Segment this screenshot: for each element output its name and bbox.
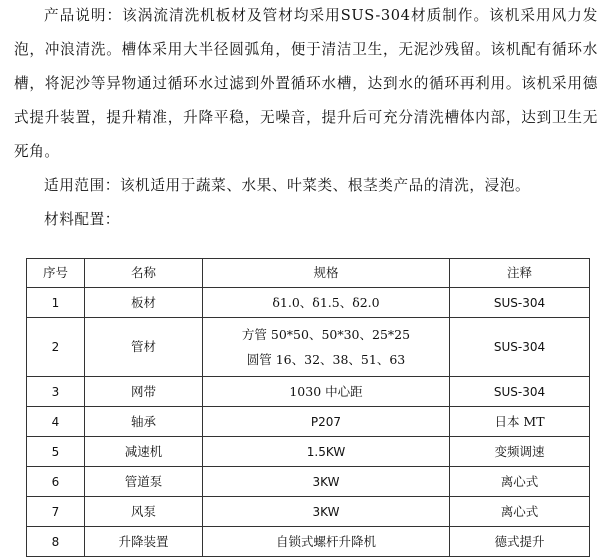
row-name: 轴承	[85, 407, 203, 437]
row-note: 德式提升	[450, 527, 590, 557]
table-header-row	[27, 259, 590, 288]
row-note: SUS-304	[450, 288, 590, 318]
row-spec: 1030 中心距	[203, 377, 450, 407]
materials-title: 材料配置：	[44, 211, 120, 228]
table-row	[27, 407, 590, 437]
row-note: 变频调速	[450, 437, 590, 467]
application-scope: 适用范围：该机适用于蔬菜、水果、叶菜类、根茎类产品的清洗，浸泡。	[44, 177, 531, 194]
row-note: 日本 MT	[450, 407, 590, 437]
row-spec: 3KW	[203, 497, 450, 527]
row-no: 3	[27, 377, 85, 407]
row-no: 2	[27, 318, 85, 377]
row-name: 升降装置	[85, 527, 203, 557]
row-name: 网带	[85, 377, 203, 407]
table-row	[27, 318, 590, 377]
row-name: 板材	[85, 288, 203, 318]
row-spec: 自锁式螺杆升降机	[203, 527, 450, 557]
row-spec	[203, 318, 450, 377]
row-no: 6	[27, 467, 85, 497]
table-row	[27, 497, 590, 527]
table-row	[27, 377, 590, 407]
row-name: 减速机	[85, 437, 203, 467]
row-no: 1	[27, 288, 85, 318]
row-spec: 1.5KW	[203, 437, 450, 467]
table-row	[27, 527, 590, 557]
row-note: 离心式	[450, 497, 590, 527]
product-description: 产品说明：该涡流清洗机板材及管材均采用SUS-304材质制作。该机采用风力发泡，冲浪清洗。槽体采用大半径圆弧角，便于清洁卫生，无泥沙残留。该机配有循环水槽，将泥沙等异物通过循环水过滤到外置循环水槽，达到水的循环再利用。该机采用德式提升装置，提升精准，升降平稳，无噪音，提升后可充分清洗槽体内部，达到卫生无死角。	[14, 7, 598, 160]
row-no: 7	[27, 497, 85, 527]
row-no: 4	[27, 407, 85, 437]
row-note: SUS-304	[450, 377, 590, 407]
header-no: 序号	[27, 259, 85, 288]
row-no: 5	[27, 437, 85, 467]
row-name: 管材	[85, 318, 203, 377]
row-note: 离心式	[450, 467, 590, 497]
row-spec: 3KW	[203, 467, 450, 497]
materials-table	[26, 258, 590, 557]
row-name: 管道泵	[85, 467, 203, 497]
row-spec: P207	[203, 407, 450, 437]
row-spec-line: 圆管 16、32、38、51、63	[246, 352, 406, 367]
row-name: 风泵	[85, 497, 203, 527]
header-name: 名称	[85, 259, 203, 288]
row-spec-line: 方管 50*50、50*30、25*25	[241, 327, 411, 342]
header-spec: 规格	[203, 259, 450, 288]
table-row	[27, 437, 590, 467]
row-note: SUS-304	[450, 318, 590, 377]
row-spec: δ1.0、δ1.5、δ2.0	[203, 288, 450, 318]
table-row	[27, 467, 590, 497]
row-no: 8	[27, 527, 85, 557]
table-row	[27, 288, 590, 318]
header-note: 注释	[450, 259, 590, 288]
